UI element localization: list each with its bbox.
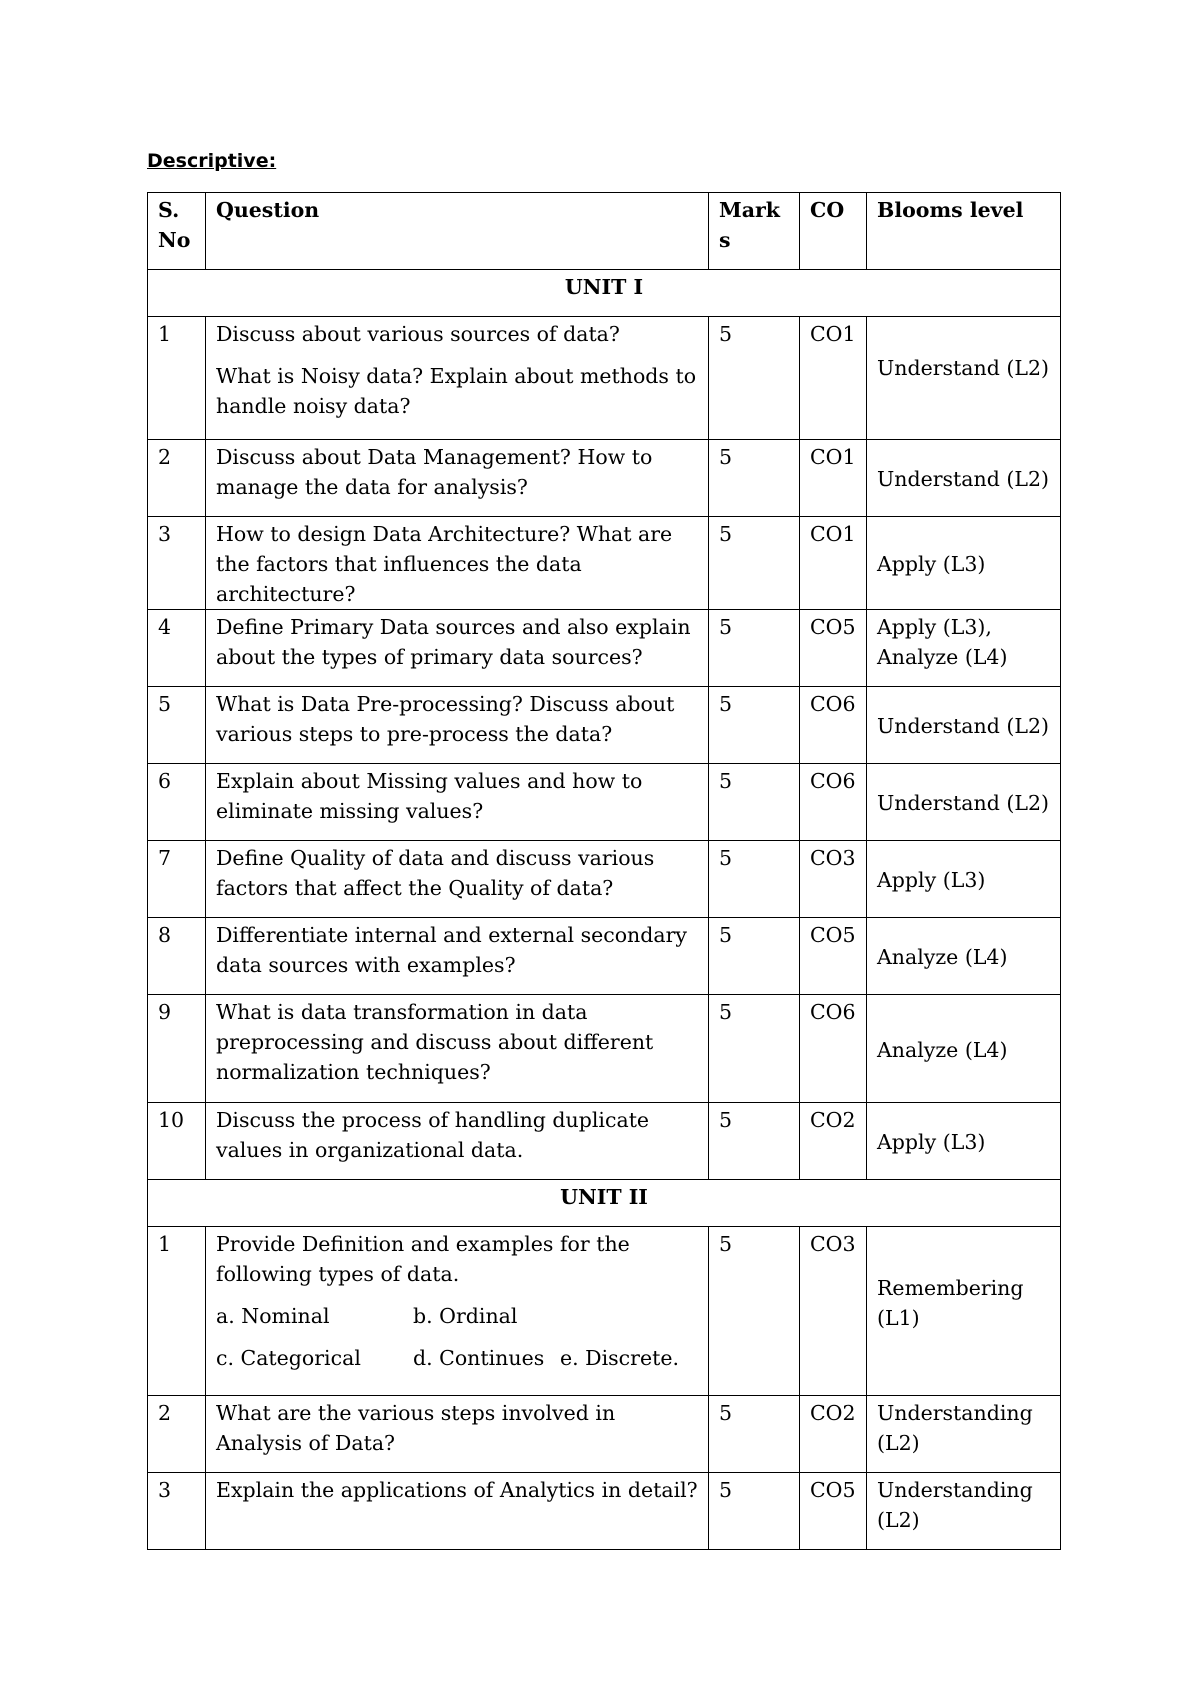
question-cell: How to design Data Architecture? What are the factors that influences the data architecture? — [206, 517, 709, 610]
blooms-cell: Apply (L3), Analyze (L4) — [867, 610, 1061, 687]
co-cell: CO1 — [800, 317, 867, 440]
blooms-cell: Understanding (L2) — [867, 1473, 1061, 1550]
questions-table — [147, 192, 1061, 1550]
table-row — [148, 764, 1061, 841]
blooms-cell: Understanding (L2) — [867, 1396, 1061, 1473]
marks-cell: 5 — [709, 610, 800, 687]
table-row — [148, 1103, 1061, 1180]
question-cell — [206, 317, 709, 440]
marks-cell: 5 — [709, 995, 800, 1103]
co-cell: CO6 — [800, 995, 867, 1103]
question-text: Discuss about various sources of data? — [216, 322, 620, 346]
sno-cell: 2 — [148, 1396, 206, 1473]
question-text: Provide Definition and examples for the following types of data. — [216, 1232, 630, 1286]
options-row — [216, 1301, 698, 1331]
unit-row — [148, 1180, 1061, 1227]
marks-cell: 5 — [709, 317, 800, 440]
table-header-row — [148, 193, 1061, 270]
sno-cell: 6 — [148, 764, 206, 841]
marks-cell: 5 — [709, 841, 800, 918]
header-question: Question — [206, 193, 709, 270]
sno-cell: 10 — [148, 1103, 206, 1180]
unit-row — [148, 270, 1061, 317]
header-co: CO — [800, 193, 867, 270]
co-cell: CO2 — [800, 1103, 867, 1180]
co-cell: CO5 — [800, 1473, 867, 1550]
question-cell: What is Data Pre-processing? Discuss about various steps to pre-process the data? — [206, 687, 709, 764]
sno-cell: 1 — [148, 317, 206, 440]
sno-cell: 3 — [148, 1473, 206, 1550]
question-cell: What is data transformation in data preprocessing and discuss about different normalization techniques? — [206, 995, 709, 1103]
co-cell: CO3 — [800, 841, 867, 918]
option-item: b. Ordinal — [413, 1304, 518, 1328]
blooms-cell: Remembering (L1) — [867, 1227, 1061, 1396]
sno-cell: 1 — [148, 1227, 206, 1396]
co-cell: CO6 — [800, 764, 867, 841]
option-item: c. Categorical — [216, 1346, 361, 1370]
co-cell: CO6 — [800, 687, 867, 764]
header-blooms: Blooms level — [867, 193, 1061, 270]
sno-cell: 7 — [148, 841, 206, 918]
table-row — [148, 1473, 1061, 1550]
table-row — [148, 317, 1061, 440]
question-text: What is Noisy data? Explain about methods to handle noisy data? — [216, 364, 697, 418]
co-cell: CO2 — [800, 1396, 867, 1473]
co-cell: CO5 — [800, 610, 867, 687]
question-cell: Define Primary Data sources and also explain about the types of primary data sources? — [206, 610, 709, 687]
sno-cell: 2 — [148, 440, 206, 517]
marks-cell: 5 — [709, 1473, 800, 1550]
question-cell: What are the various steps involved in Analysis of Data? — [206, 1396, 709, 1473]
section-heading: Descriptive: — [147, 150, 277, 172]
question-cell — [206, 1227, 709, 1396]
marks-cell: 5 — [709, 1396, 800, 1473]
blooms-cell: Analyze (L4) — [867, 995, 1061, 1103]
table-row — [148, 517, 1061, 610]
co-cell: CO5 — [800, 918, 867, 995]
co-cell: CO1 — [800, 440, 867, 517]
blooms-cell: Apply (L3) — [867, 517, 1061, 610]
header-marks: Marks — [709, 193, 800, 270]
sno-cell: 8 — [148, 918, 206, 995]
blooms-cell: Understand (L2) — [867, 317, 1061, 440]
question-cell: Define Quality of data and discuss various factors that affect the Quality of data? — [206, 841, 709, 918]
table-row — [148, 918, 1061, 995]
blooms-cell: Understand (L2) — [867, 440, 1061, 517]
table-row — [148, 1396, 1061, 1473]
question-cell: Discuss about Data Management? How to manage the data for analysis? — [206, 440, 709, 517]
question-cell: Explain about Missing values and how to eliminate missing values? — [206, 764, 709, 841]
options-row — [216, 1343, 698, 1373]
table-row — [148, 687, 1061, 764]
table-row — [148, 610, 1061, 687]
table-row — [148, 1227, 1061, 1396]
option-item: d. Continues — [413, 1346, 545, 1370]
marks-cell: 5 — [709, 764, 800, 841]
sno-cell: 4 — [148, 610, 206, 687]
header-sno: S. No — [148, 193, 206, 270]
table-row — [148, 440, 1061, 517]
blooms-cell: Understand (L2) — [867, 687, 1061, 764]
blooms-cell: Analyze (L4) — [867, 918, 1061, 995]
co-cell: CO1 — [800, 517, 867, 610]
marks-cell: 5 — [709, 1103, 800, 1180]
question-cell: Explain the applications of Analytics in detail? — [206, 1473, 709, 1550]
sno-cell: 3 — [148, 517, 206, 610]
sno-cell: 5 — [148, 687, 206, 764]
blooms-cell: Understand (L2) — [867, 764, 1061, 841]
marks-cell: 5 — [709, 440, 800, 517]
sno-cell: 9 — [148, 995, 206, 1103]
question-cell: Discuss the process of handling duplicate values in organizational data. — [206, 1103, 709, 1180]
blooms-cell: Apply (L3) — [867, 841, 1061, 918]
marks-cell: 5 — [709, 1227, 800, 1396]
marks-cell: 5 — [709, 918, 800, 995]
co-cell: CO3 — [800, 1227, 867, 1396]
unit-title: UNIT II — [148, 1180, 1061, 1227]
blooms-cell: Apply (L3) — [867, 1103, 1061, 1180]
unit-title: UNIT I — [148, 270, 1061, 317]
table-row — [148, 995, 1061, 1103]
marks-cell: 5 — [709, 687, 800, 764]
option-item: e. Discrete. — [560, 1346, 679, 1370]
option-item: a. Nominal — [216, 1304, 330, 1328]
table-row — [148, 841, 1061, 918]
question-cell: Differentiate internal and external secondary data sources with examples? — [206, 918, 709, 995]
marks-cell: 5 — [709, 517, 800, 610]
